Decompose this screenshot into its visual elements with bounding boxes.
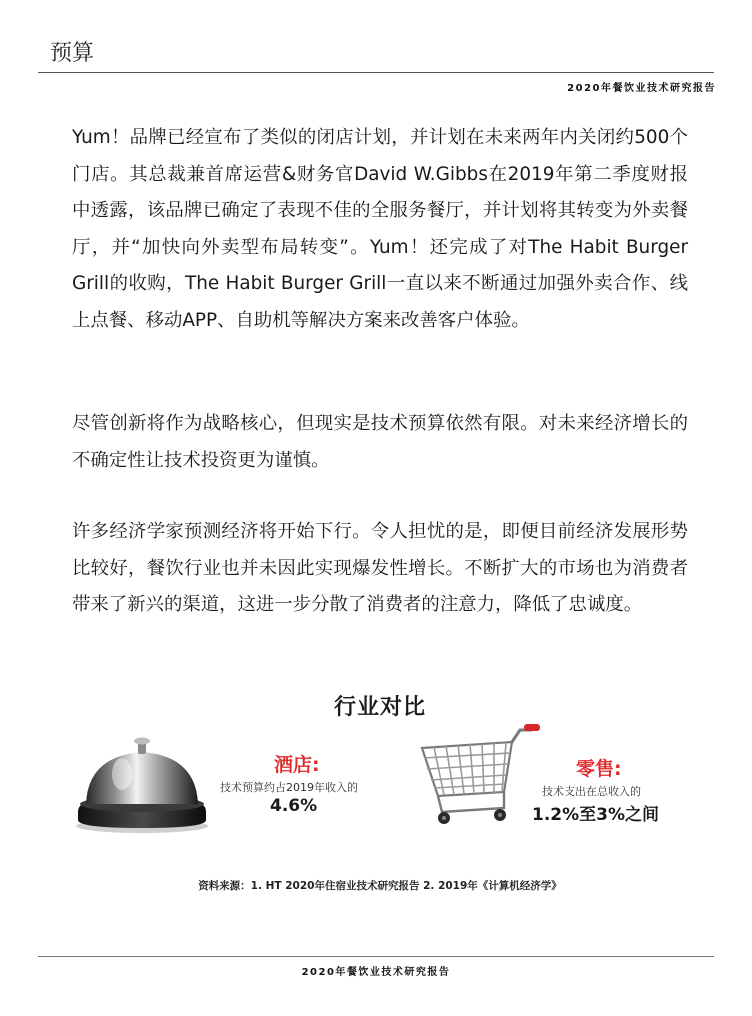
- industry-comparison-figure: [60, 682, 700, 912]
- paragraph-economy-outlook: 许多经济学家预测经济将开始下行。令人担忧的是，即便目前经济发展形势比较好，餐饮行业也并未因此实现爆发性增长。不断扩大的市场也为消费者带来了新兴的渠道，这进一步分散了消费者的注意力，降低了忠诚度。: [72, 521, 688, 615]
- hotel-description: 技术预算约占2019年收入的: [220, 781, 358, 794]
- service-bell-icon: [74, 734, 210, 834]
- retail-description: 技术支出在总收入的: [542, 785, 641, 798]
- figure-source-note: 资料来源：1. HT 2020年住宿业技术研究报告 2. 2019年《计算机经济学》: [198, 880, 562, 892]
- hotel-value: 4.6%: [270, 796, 318, 816]
- retail-value: 1.2%至3%之间: [532, 805, 660, 825]
- section-title: 预算: [50, 41, 95, 66]
- footer-divider: [38, 956, 714, 957]
- figure-title: 行业对比: [333, 695, 426, 720]
- paragraph-yum-closures: Yum！品牌已经宣布了类似的闭店计划，并计划在未来两年内关闭约500个门店。其总裁兼首席运营&财务官David W.Gibbs在2019年第二季度财报中透露，该品牌已确定了表现不佳的全服务餐厅，并计划将其转变为外卖餐厅，并“加快向外卖型布局转变”。Yum！还完成了对The Habit Burger Grill的收购，The Habit Burger Grill一直以来不断通过加强外卖合作、线上点餐、移动APP、自助机等解决方案来改善客户体验。: [72, 127, 688, 331]
- hotel-label: 酒店:: [274, 754, 320, 776]
- retail-stat: [532, 754, 659, 825]
- retail-label: 零售:: [576, 758, 622, 780]
- hotel-stat: [220, 750, 358, 816]
- header-divider: [38, 72, 714, 73]
- header-report-name: 2020年餐饮业技术研究报告: [567, 83, 716, 94]
- paragraph-tech-budget: 尽管创新将作为战略核心，但现实是技术预算依然有限。对未来经济增长的不确定性让技术投资更为谨慎。: [72, 413, 688, 471]
- footer-report-name: 2020年餐饮业技术研究报告: [301, 967, 451, 978]
- shopping-cart-icon: [412, 722, 542, 832]
